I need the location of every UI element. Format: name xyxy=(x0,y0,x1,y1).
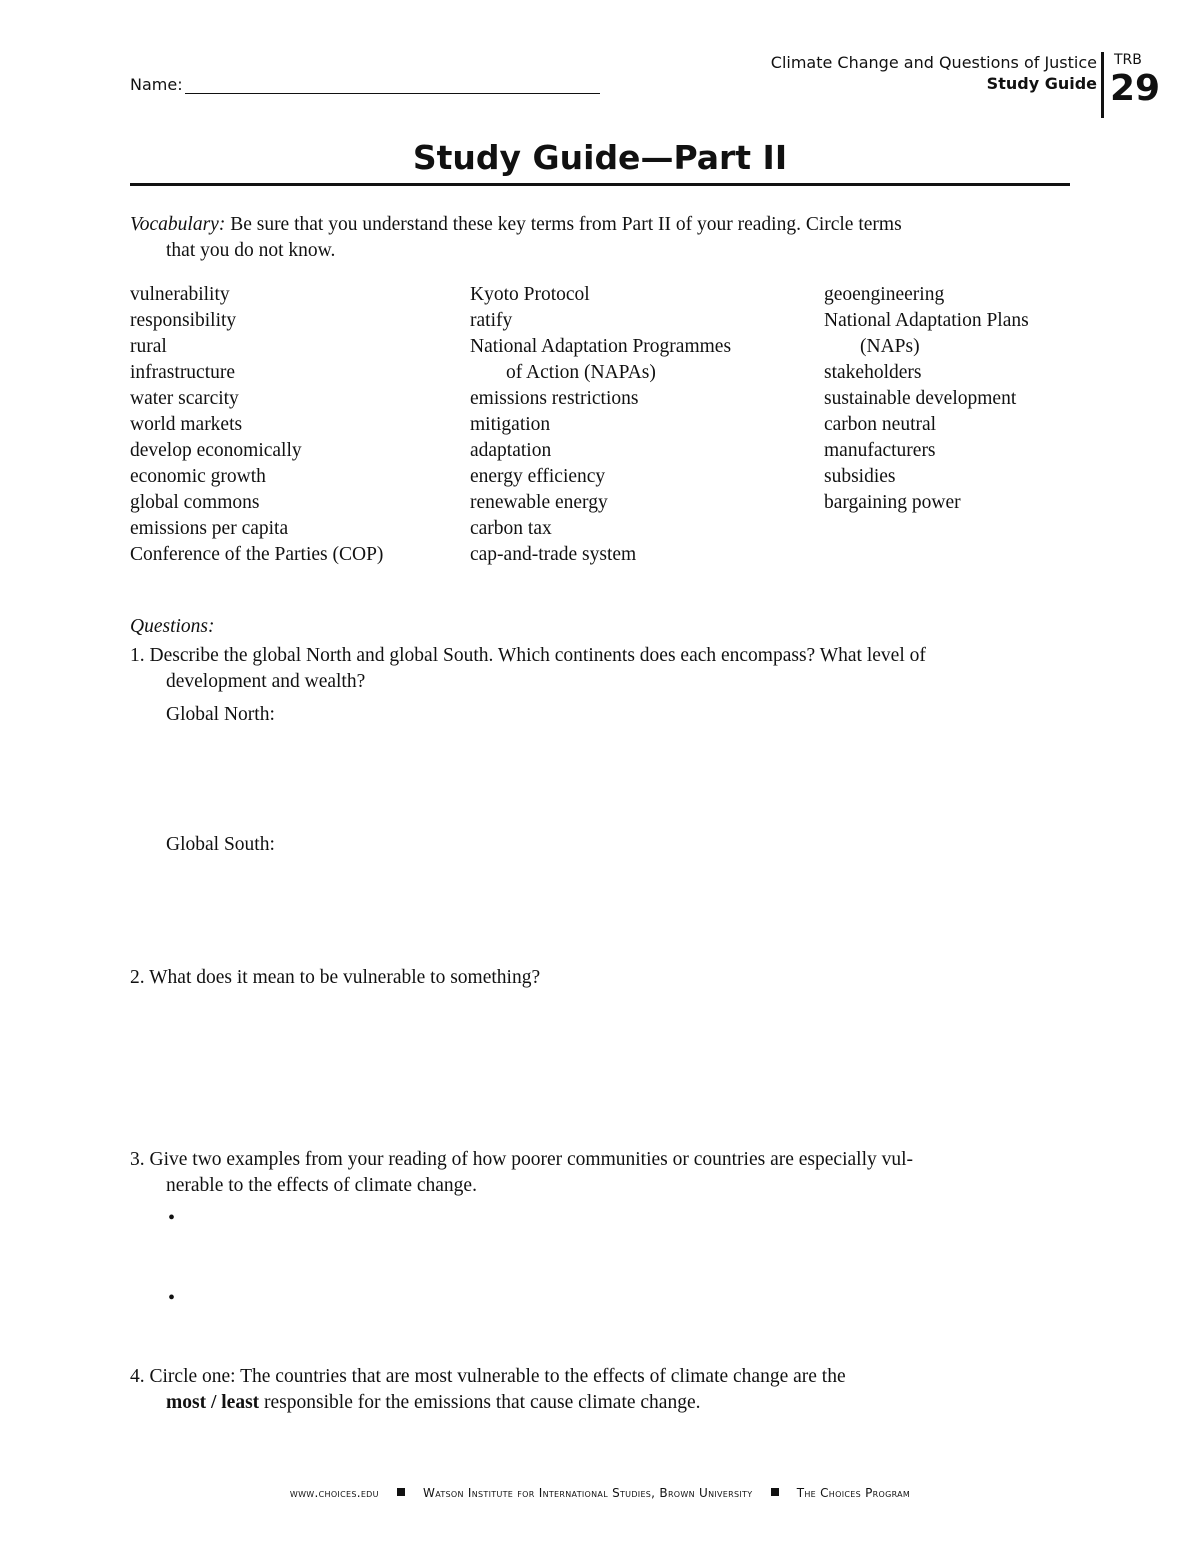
vocab-term: cap-and-trade system xyxy=(470,544,637,565)
vocab-term: global commons xyxy=(130,492,260,513)
vocab-term: Kyoto Protocol xyxy=(470,284,590,305)
unit-title: Climate Change and Questions of Justice xyxy=(770,53,1097,72)
vocab-term: adaptation xyxy=(470,440,552,461)
page-title: Study Guide—Part II xyxy=(412,138,788,177)
vocab-term: bargaining power xyxy=(824,492,961,513)
question-3-text: 3. Give two examples from your reading of how poorer communities or countries are especially vul- xyxy=(130,1149,914,1170)
answer-bullet: • xyxy=(168,1207,176,1229)
question-4 xyxy=(130,1364,1070,1416)
vocab-column-3 xyxy=(824,282,1029,516)
vocab-term: subsidies xyxy=(824,466,896,487)
footer-website: www.choices.edu xyxy=(289,1486,379,1500)
question-3-text-continued: nerable to the effects of climate change. xyxy=(166,1175,477,1196)
vocab-term: responsibility xyxy=(130,310,237,331)
vocab-term: ratify xyxy=(470,310,513,331)
vocab-term: stakeholders xyxy=(824,362,922,383)
vocab-term: National Adaptation Plans xyxy=(824,310,1029,331)
vocab-column-2 xyxy=(470,282,731,568)
question-1 xyxy=(130,643,1070,695)
vocab-term: National Adaptation Programmes xyxy=(470,336,732,357)
vocab-term: vulnerability xyxy=(130,284,230,305)
questions-heading: Questions: xyxy=(130,616,215,637)
name-label: Name: xyxy=(130,75,183,94)
square-separator-icon xyxy=(771,1488,779,1496)
footer-program: The Choices Program xyxy=(796,1486,911,1500)
vocab-term: rural xyxy=(130,336,167,357)
vocabulary-label: Vocabulary: xyxy=(130,214,226,235)
vocabulary-intro xyxy=(130,212,1050,264)
vocab-term: geoengineering xyxy=(824,284,945,305)
vocab-term-continued: (NAPs) xyxy=(860,336,920,357)
section-label: Study Guide xyxy=(986,74,1097,93)
vocab-term: emissions restrictions xyxy=(470,388,639,409)
vocab-term: sustainable development xyxy=(824,388,1017,409)
global-north-label: Global North: xyxy=(166,704,275,725)
square-separator-icon xyxy=(397,1488,405,1496)
question-3 xyxy=(130,1147,1070,1199)
vocab-term: infrastructure xyxy=(130,362,236,383)
header-unit-block xyxy=(771,52,1097,94)
header-divider xyxy=(1101,52,1104,118)
vocabulary-intro-continued: that you do not know. xyxy=(166,240,336,261)
question-1-text: 1. Describe the global North and global South. Which continents does each encompass? What level of xyxy=(130,645,926,666)
name-blank-line[interactable] xyxy=(185,79,600,94)
trb-label: TRB xyxy=(1114,52,1142,68)
vocab-column-1 xyxy=(130,282,383,568)
vocab-term: economic growth xyxy=(130,466,266,487)
question-4-text-rest: responsible for the emissions that cause climate change. xyxy=(259,1392,701,1413)
vocab-term: develop economically xyxy=(130,440,302,461)
answer-bullet: • xyxy=(168,1287,176,1309)
vocab-term: carbon tax xyxy=(470,518,552,539)
question-4-text-continued xyxy=(130,1390,1070,1416)
question-2 xyxy=(130,965,1070,991)
vocab-term: manufacturers xyxy=(824,440,936,461)
title-underline xyxy=(130,183,1070,186)
vocab-term: renewable energy xyxy=(470,492,608,513)
vocab-term: emissions per capita xyxy=(130,518,289,539)
question-2-text: 2. What does it mean to be vulnerable to something? xyxy=(130,967,541,988)
vocab-term: carbon neutral xyxy=(824,414,937,435)
vocab-term-continued: of Action (NAPAs) xyxy=(506,362,656,383)
question-1-text-continued: development and wealth? xyxy=(166,671,366,692)
page-number: 29 xyxy=(1110,68,1161,109)
vocab-term: energy efficiency xyxy=(470,466,606,487)
footer-institute: Watson Institute for International Studies, Brown University xyxy=(423,1486,753,1500)
vocab-term: world markets xyxy=(130,414,243,435)
page-footer xyxy=(0,1486,1200,1500)
vocab-term: mitigation xyxy=(470,414,551,435)
question-4-text: 4. Circle one: The countries that are most vulnerable to the effects of climate change are the xyxy=(130,1366,846,1387)
vocabulary-intro-text: Be sure that you understand these key terms from Part II of your reading. Circle terms xyxy=(225,214,902,235)
vocab-term: water scarcity xyxy=(130,388,239,409)
name-field[interactable] xyxy=(130,75,600,94)
global-south-label: Global South: xyxy=(166,834,275,855)
vocab-term: Conference of the Parties (COP) xyxy=(130,544,384,565)
circle-options[interactable]: most / least xyxy=(166,1392,260,1413)
